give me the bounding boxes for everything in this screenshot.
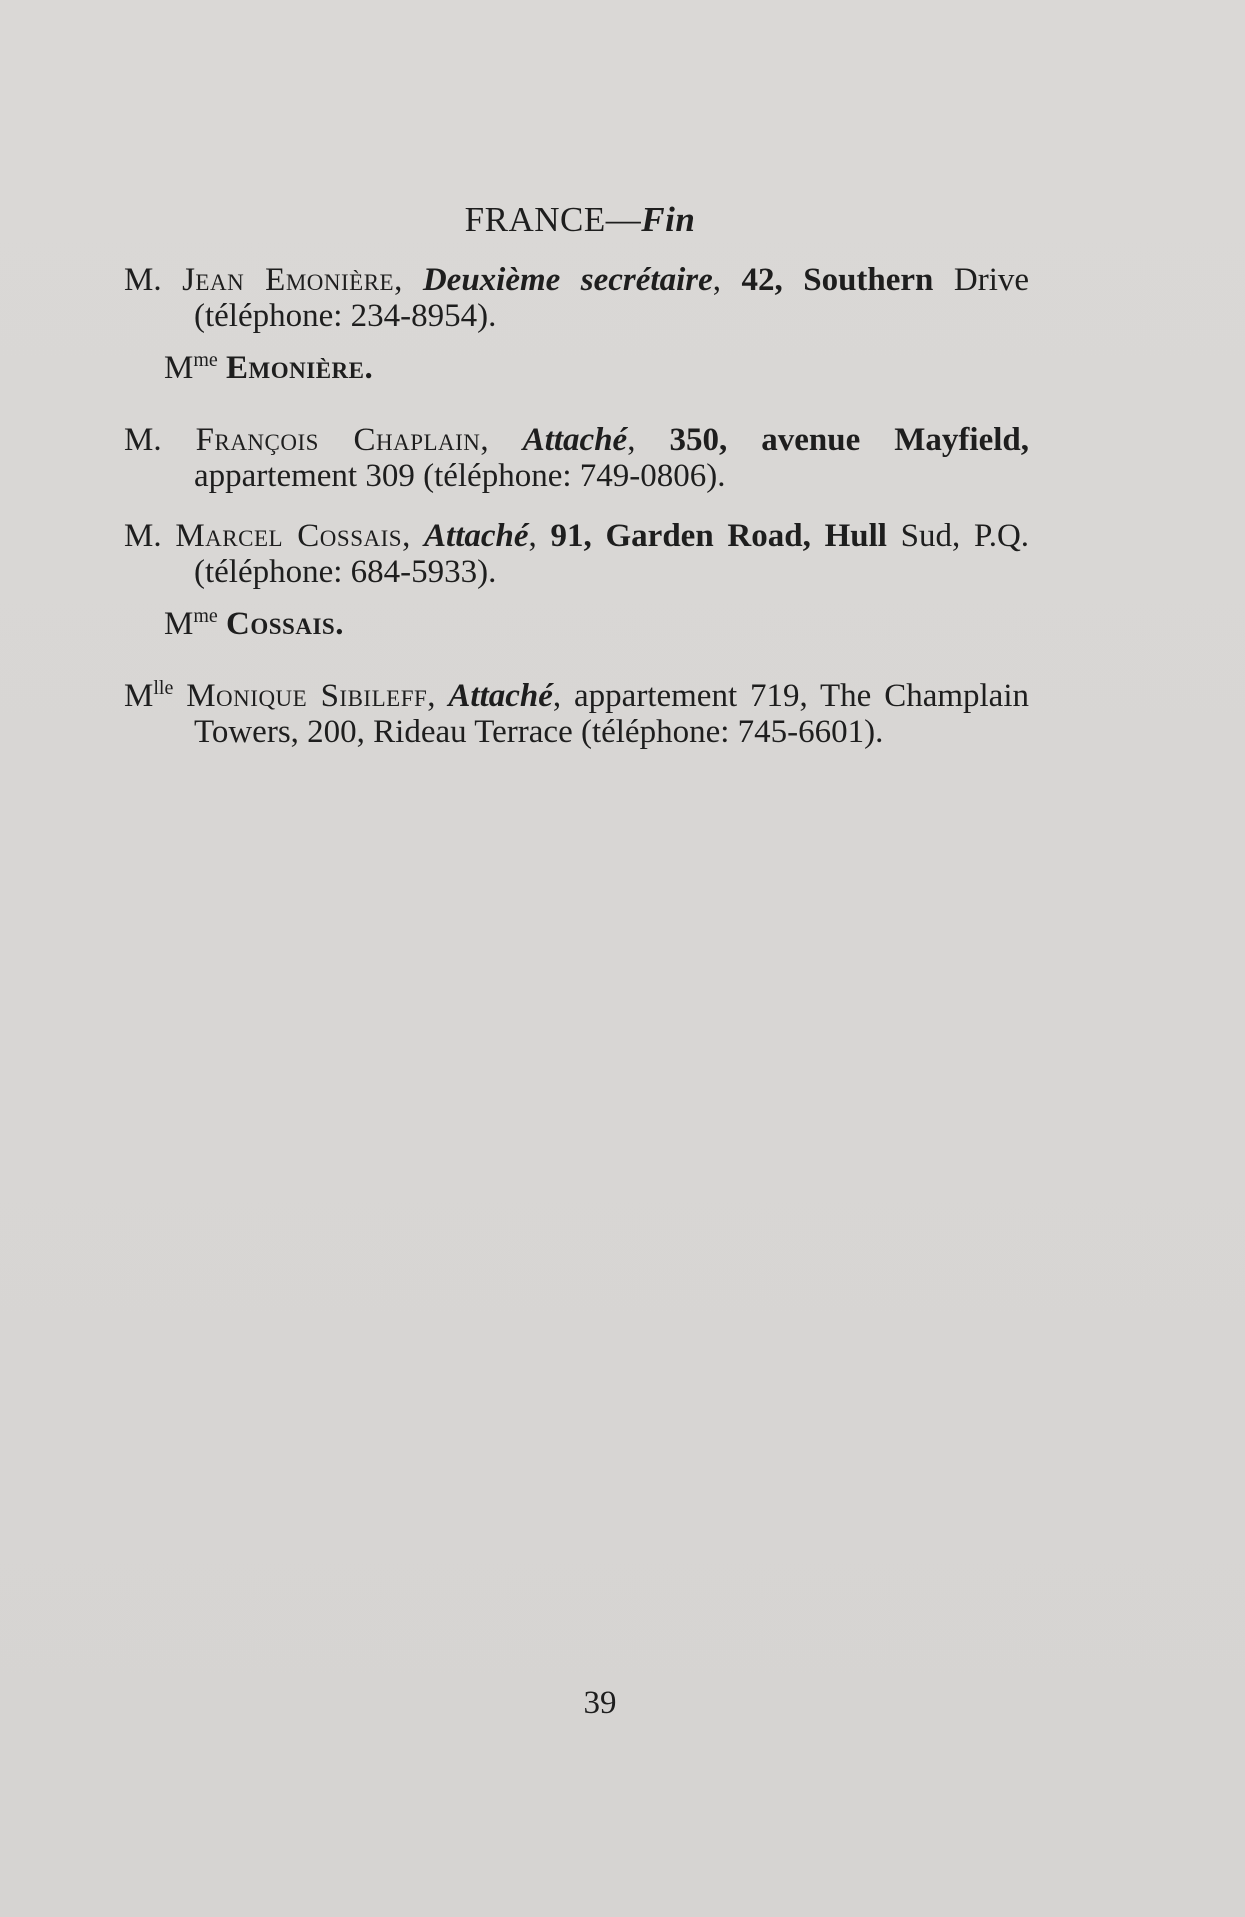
person-name: Monique Sibileff [186, 678, 428, 714]
honorific: M. [124, 518, 162, 554]
person-name: Emonière. [226, 350, 374, 386]
person-name: Jean Emonière [182, 262, 395, 298]
address: 350, avenue Mayfield, [669, 422, 1030, 458]
job-title: Attaché [522, 422, 628, 458]
address-continued: Sud, P.Q. (téléphone: 684-5933). [194, 518, 1030, 590]
person-name: Cossais. [226, 606, 344, 642]
address: 91, Garden Road, Hull [550, 518, 887, 554]
address-continued: appartement 719, The Champlain Towers, 200, Rideau Terrace (téléphone: 745-6601). [194, 678, 1030, 750]
running-head [0, 200, 1160, 240]
honorific-superscript: me [193, 605, 218, 627]
person-name: François Chaplain [195, 422, 481, 458]
staff-list [124, 262, 1029, 774]
honorific-superscript: me [193, 349, 218, 371]
staff-entry: M. Marcel Cossais, Attaché, 91, Garden Road, Hull Sud, P.Q. (téléphone: 684-5933). [124, 518, 1030, 590]
person-name: Marcel Cossais [175, 518, 403, 554]
staff-entry: $M^{lle}$ Monique Sibileff, Attaché, appartement 719, The Champlain Towers, 200, Rideau Terrace (téléphone: 745-6601). [124, 677, 1030, 750]
heading-suffix: Fin [641, 200, 696, 239]
staff-entry: M. François Chaplain, Attaché, 350, avenue Mayfield, appartement 309 (téléphone: 749-0806). [124, 422, 1030, 494]
job-title: Attaché [448, 678, 553, 714]
heading-dash: — [605, 200, 642, 239]
address-continued: appartement 309 (téléphone: 749-0806). [194, 458, 726, 494]
honorific: M [164, 606, 194, 642]
page-number: 39 [583, 1685, 617, 1721]
honorific-superscript: lle [153, 677, 174, 699]
spouse-entry [124, 606, 1029, 642]
spouse-entry [124, 350, 1029, 386]
job-title: Attaché [424, 518, 529, 554]
staff-entry: M. Jean Emonière, Deuxième secrétaire, 42, Southern Drive (téléphone: 234-8954). [124, 262, 1030, 334]
honorific: M. [124, 422, 162, 458]
honorific: M. [124, 262, 162, 298]
job-title: Deuxième secrétaire [422, 262, 713, 298]
honorific: M [124, 678, 154, 714]
honorific: M [164, 350, 194, 386]
address: 42, Southern [741, 262, 934, 298]
address-continued: Drive (téléphone: 234-8954). [194, 262, 1030, 334]
country-heading: FRANCE [464, 200, 606, 239]
